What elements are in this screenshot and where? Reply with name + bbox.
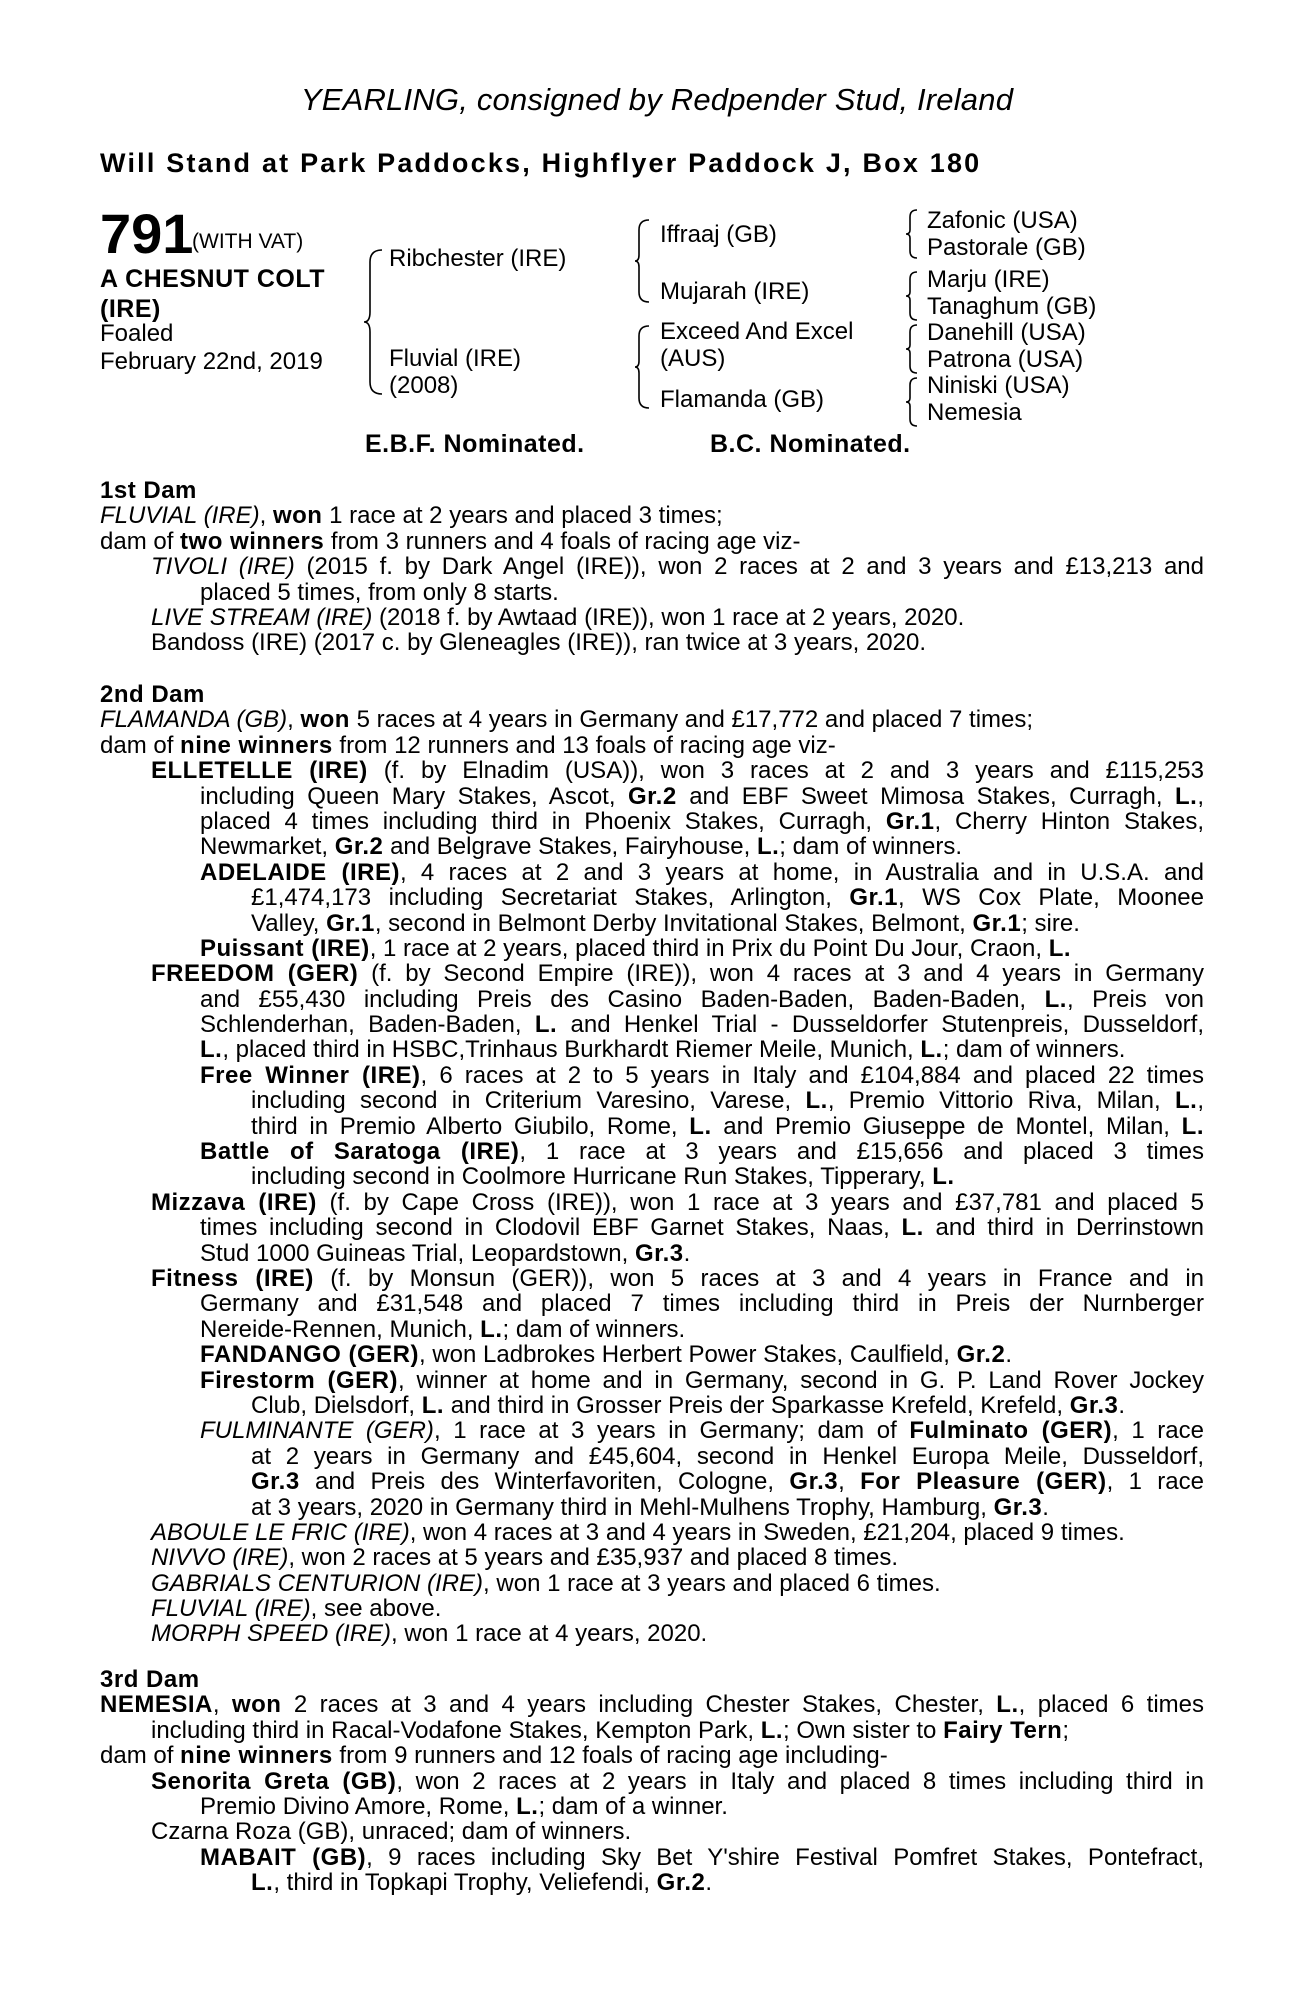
pedigree-sire: Ribchester (IRE) [389,245,567,272]
second-dam-title: 2nd Dam [100,681,205,708]
brace-gen3-3 [904,323,920,375]
consignor-line: YEARLING, consigned by Redpender Stud, Ireland [300,82,1014,117]
vat-label: (WITH VAT) [192,230,304,253]
first-dam-section: 1st Dam FLUVIAL (IRE), won 1 race at 2 years and placed 3 times; dam of two winners from 3 runners and 4 foals of racing age viz- TIVOLI (IRE) (2015 f. by Dark Angel (IRE)), won 2 races at 2 and 3 years and £13,213 and placed 5 times, from only 8 starts. LIVE STREAM (IRE) (2018 f. by Awtaad (IRE)), won 1 race at 2 years, 2020. Bandoss (IRE) (2017 c. by Gleneagles (IRE)), ran twice at 3 years, 2020. [100,477,1204,657]
pedigree-dam-sire: Exceed And Excel (AUS) [660,318,854,372]
foaled-label: Foaled [100,320,174,347]
pedigree-dam-dam: Flamanda (GB) [660,386,825,413]
brace-gen3-1 [904,208,920,260]
lot-description-line-2: (IRE) [100,295,161,323]
first-dam-title: 1st Dam [100,477,197,504]
brace-sire-line [633,218,653,304]
bc-nominated: B.C. Nominated. [710,430,911,458]
pedigree-sire-dam: Mujarah (IRE) [660,278,810,305]
pedigree-g3-3: Danehill (USA) Patrona (USA) [927,319,1086,373]
brace-dam-line [633,324,653,410]
lot-description-line-1: A CHESNUT COLT [100,265,326,293]
lot-number: 791 [100,202,194,265]
brace-gen3-4 [904,376,920,428]
pedigree-sire-sire: Iffraaj (GB) [660,221,777,248]
third-dam-title: 3rd Dam [100,1666,200,1693]
third-dam-section: 3rd Dam NEMESIA, won 2 races at 3 and 4 years including Chester Stakes, Chester, L., placed 6 times including third in Racal-Vodafone Stakes, Kempton Park, L.; Own sister to Fairy Tern; dam of nine winners from 9 runners and 12 foals of racing age including- Senorita Greta (GB), won 2 races at 2 years in Italy and placed 8 times including third in Premio Divino Amore, Rome, L.; dam of a winner. Czarna Roza (GB), unraced; dam of winners. MABAIT (GB), 9 races including Sky Bet Y'shire Festival Pomfret Stakes, Pontefract, L., third in Topkapi Trophy, Veliefendi, Gr.2. [100,1666,1204,1897]
stand-location: Will Stand at Park Paddocks, Highflyer Paddock J, Box 180 [100,148,982,178]
foaled-info [100,320,323,376]
ebf-nominated: E.B.F. Nominated. [365,430,585,458]
foaled-date: February 22nd, 2019 [100,348,323,375]
pedigree-dam: Fluvial (IRE) (2008) [389,345,522,399]
second-dam-section: 2nd Dam FLAMANDA (GB), won 5 races at 4 years in Germany and £17,772 and placed 7 times; dam of nine winners from 12 runners and 13 foals of racing age viz- ELLETELLE (IRE) (f. by Elnadim (USA)), won 3 races at 2 and 3 years and £115,253 including Queen Mary Stakes, Ascot, Gr.2 and EBF Sweet Mimosa Stakes, Curragh, L., placed 4 times including third in Phoenix Stakes, Curragh, Gr.1, Cherry Hinton Stakes, Newmarket, Gr.2 and Belgrave Stakes, Fairyhouse, L.; dam of winners. ADELAIDE (IRE), 4 races at 2 and 3 years at home, in Australia and in U.S.A. and £1,474,173 including Secretariat Stakes, Arlington, Gr.1, WS Cox Plate, Moonee Valley, Gr.1, second in Belmont Derby Invitational Stakes, Belmont, Gr.1; sire. Puissant (IRE), 1 race at 2 years, placed third in Prix du Point Du Jour, Craon, L. FREEDOM (GER) (f. by Second Empire (IRE)), won 4 races at 3 and 4 years in Germany and £55,430 including Preis des Casino Baden-Baden, Baden-Baden, L., Preis von Schlenderhan, Baden-Baden, L. and Henkel Trial - Dusseldorfer Stutenpreis, Dusseldorf, L., placed third in HSBC,Trinhaus Burkhardt Riemer Meile, Munich, L.; dam of winners. Free Winner (IRE), 6 races at 2 to 5 years in Italy and £104,884 and placed 22 times including second in Criterium Varesino, Varese, L., Premio Vittorio Riva, Milan, L., third in Premio Alberto Giubilo, Rome, L. and Premio Giuseppe de Montel, Milan, L. Battle of Saratoga (IRE), 1 race at 3 years and £15,656 and placed 3 times including second in Coolmore Hurricane Run Stakes, Tipperary, L. Mizzava (IRE) (f. by Cape Cross (IRE)), won 1 race at 3 years and £37,781 and placed 5 times including second in Clodovil EBF Garnet Stakes, Naas, L. and third in Derrinstown Stud 1000 Guineas Trial, Leopardstown, Gr.3. Fitness (IRE) (f. by Monsun (GER)), won 5 races at 3 and 4 years in France and in Germany and £31,548 and placed 7 times including third in Preis der Nurnberger Nereide-Rennen, Munich, L.; dam of winners. FANDANGO (GER), won Ladbrokes Herbert Power Stakes, Caulfield, Gr.2. Firestorm (GER), winner at home and in Germany, second in G. P. Land Rover Jockey Club, Dielsdorf, L. and third in Grosser Preis der Sparkasse Krefeld, Krefeld, Gr.3. FULMINANTE (GER), 1 race at 3 years in Germany; dam of Fulminato (GER), 1 race at 2 years in Germany and £45,604, second in Henkel Europa Meile, Dusseldorf, Gr.3 and Preis des Winterfavoriten, Cologne, Gr.3, For Pleasure (GER), 1 race at 3 years, 2020 in Germany third in Mehl-Mulhens Trophy, Hamburg, Gr.3. ABOULE LE FRIC (IRE), won 4 races at 3 and 4 years in Sweden, £21,204, placed 9 times. NIVVO (IRE), won 2 races at 5 years and £35,937 and placed 8 times. GABRIALS CENTURION (IRE), won 1 race at 3 years and placed 6 times. FLUVIAL (IRE), see above. MORPH SPEED (IRE), won 1 race at 4 years, 2020. [100,681,1205,1648]
pedigree-g3-2: Marju (IRE) Tanaghum (GB) [927,266,1097,320]
lot-description [100,264,325,324]
pedigree-g3-1: Zafonic (USA) Pastorale (GB) [927,207,1086,261]
brace-generation-1 [362,248,386,396]
brace-gen3-2 [904,270,920,322]
pedigree-g3-4: Niniski (USA) Nemesia [927,372,1070,426]
